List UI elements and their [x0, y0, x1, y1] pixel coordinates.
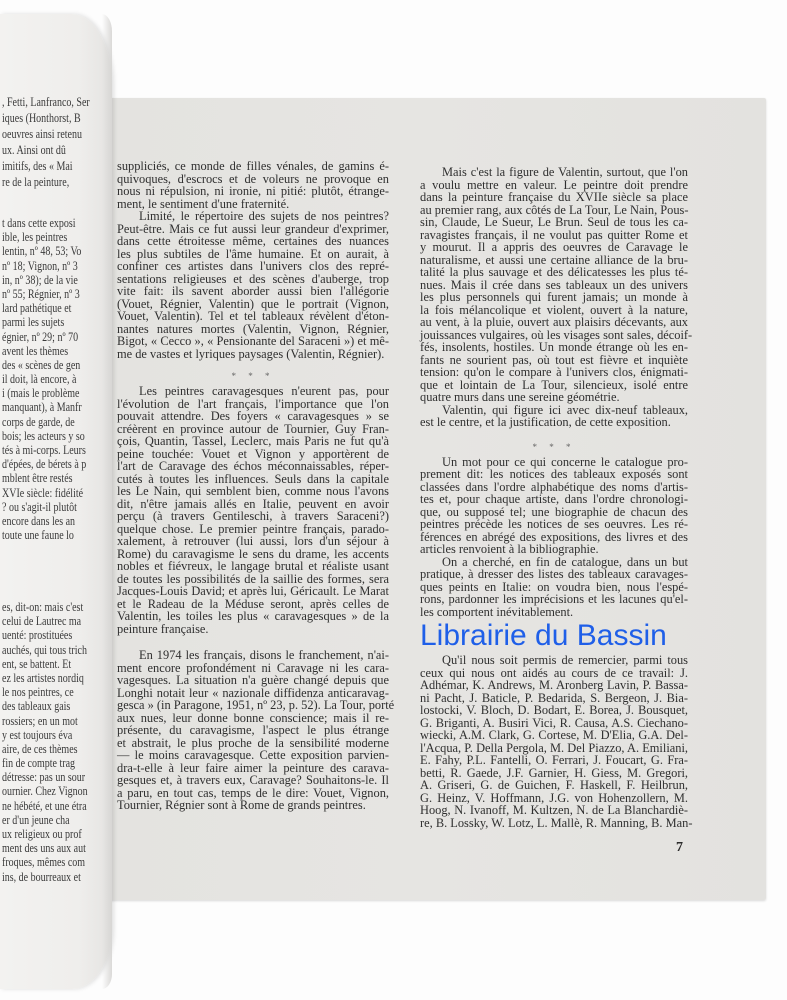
left-page-line: , Fetti, Lanfranco, Ser [2, 95, 90, 109]
text-line: pratique, à dresser des listes des tableaux caravages- [420, 567, 688, 581]
text-line: dit, n'être jamais allés en Italie, peuvent en avoir [117, 496, 389, 511]
text-line: ques peints en Italie: on voudra bien, nous l'espé- [420, 579, 688, 594]
text-line: peine touchée: Vouet et Vignon y apportèrent de [117, 446, 389, 461]
left-page-line: aire, de ces thèmes [2, 741, 78, 756]
left-page-line: celui de Lautrec ma [2, 614, 82, 629]
text-line: pouvait attendre. Des foyers « caravagesques » se [117, 409, 389, 423]
text-line: On a cherché, en fin de catalogue, dans un but [442, 554, 688, 569]
text-line: naturalisme, et aussi une certaine alliance de la bru- [420, 252, 688, 267]
paragraph [420, 556, 688, 619]
left-page-line: ible, les peintres [2, 230, 68, 245]
text-line: ment encore profondément ni Caravage ni les cara- [117, 660, 389, 675]
paragraph [420, 456, 688, 556]
text-line: vite fait: ils savent aborder aussi bien l'allégorie [117, 284, 389, 298]
text-line: la fois mélancolique et violent, ouvert à la nature, [420, 302, 688, 317]
paragraph [117, 160, 389, 210]
text-line: Un mot pour ce qui concerne le catalogue pro- [442, 454, 688, 469]
left-page-line: nº 55; Régnier, nº 3 [2, 286, 80, 301]
left-page-line: tés à mi-corps. Leurs [2, 443, 86, 457]
text-line: wiecki, A.M. Clark, G. Cortese, M. D'Elia, G.A. Del- [420, 728, 688, 742]
text-line: G. Briganti, A. Busiri Vici, R. Causa, A.S. Ciechano- [420, 715, 688, 730]
text-line: betti, R. Gaede, J.F. Garnier, H. Giess, M. Gregori, [420, 765, 688, 780]
text-line: Jacques-Louis David; et après lui, Géricault. Le Marat [117, 584, 389, 598]
left-page-line: t dans cette exposi [2, 216, 76, 230]
left-page-line: détresse: pas un sour [2, 770, 86, 785]
text-line: est le centre, et la justification, de cette exposition. [420, 415, 671, 429]
text-line: Peut-être. Mais ce fut aussi leur grandeur d'exprimer, [117, 221, 389, 236]
text-line: tension: qu'on le compare à l'univers clos, énigmati- [420, 365, 688, 379]
left-page-line: re de la peinture, [2, 175, 70, 189]
text-column-right [420, 165, 693, 830]
text-line: nues. Mais il crée dans ses tableaux un des univers [420, 277, 688, 292]
text-line: quivoques, d'escrocs et de voleurs ne provoque en [117, 171, 389, 186]
text-line: que et lointain de La Tour, silencieux, isolé entre [420, 377, 688, 392]
text-line: rons, pardonner les imprécisions et les lacunes qu'el- [420, 592, 688, 606]
text-line: classées dans l'ordre alphabétique des noms d'artis- [420, 479, 688, 494]
left-page-line: ment des uns aux aut [2, 841, 86, 856]
text-line: xalement, à retrouver (lui aussi, lors d'un séjour à [117, 534, 389, 548]
text-line: y mourut. Il a appris des oeuvres de Caravage le [420, 240, 688, 254]
left-page-line: lard pathétique et [2, 301, 72, 316]
left-page-line: auchés, qui tous trich [2, 642, 87, 657]
paragraph [420, 653, 693, 830]
left-page-line: mblent être restés [2, 471, 73, 486]
paragraph [420, 165, 693, 404]
section-separator: * * * [231, 371, 275, 381]
text-line: dra-t-elle à leur faire aimer la peinture des carava- [117, 760, 389, 775]
left-page-line: ez les artistes nordiq [2, 670, 84, 685]
text-line: les plus subtiles de l'âme humaine. Et on aurait, à [117, 246, 389, 261]
left-page-text-block [2, 216, 86, 542]
text-line: Les peintres caravagesques n'eurent pas, pour [139, 384, 389, 398]
text-line: présente, du caravagisme, l'aspect le plus étrange [117, 723, 389, 737]
text-line: En 1974 les français, disons le franchement, n'ai- [139, 648, 389, 662]
text-line: re, B. Lossky, W. Lotz, L. Mallè, R. Manning, B. Man- [420, 815, 693, 830]
text-line: de toutes les possibilités de la saillie des formes, sera [117, 571, 389, 586]
left-page-line: y est toujours éva [2, 727, 73, 742]
left-page-line: ux religieux ou prof [2, 827, 82, 841]
text-line: a paru, en tout cas, temps de le dire: Vouet, Vignon, [117, 785, 389, 800]
left-page-line: encore dans les an [2, 513, 76, 528]
text-line: ceux qui nous ont aidés au cours de ce travail: J. [420, 665, 688, 680]
left-page-line: imitifs, des « Mai [2, 159, 73, 173]
left-page-text-block [2, 94, 90, 190]
paragraph [117, 210, 389, 360]
left-page-line: in, nº 38); de la vie [2, 272, 78, 287]
text-line: fants ne sourient pas, où tout est fièvre et inquiète [420, 352, 688, 367]
text-line: (Vouet, Régnier, Valentin) que le portrait (Vignon, [117, 296, 389, 311]
text-line: dans cette étroitesse même, certaines des nuances [117, 234, 389, 248]
text-line: Bigot, « Cecco », « Pensionante del Saraceni ») et mê- [117, 334, 389, 348]
text-line: que, ou supposé tel; une biographie de chacun des [420, 504, 688, 519]
left-page-line: toute une faune lo [2, 528, 74, 543]
text-line: me de vastes et lyriques paysages (Valentin, Régnier). [117, 346, 385, 361]
text-line: quatre murs dans une sereine géométrie. [420, 390, 620, 404]
left-page-line: d'épées, de bérets à p [2, 457, 87, 472]
section-separator: * * * [532, 441, 576, 452]
left-page-line: oeuvres ainsi retenu [2, 127, 82, 141]
left-page-line: ne hébété, et une étra [2, 798, 87, 813]
text-line: Valentin, les toiles les plus « caravagesques » de la [117, 609, 389, 623]
left-page-line: es, dit-on: mais c'est [2, 600, 84, 614]
text-line: Limité, le répertoire des sujets de nos peintres? [139, 209, 389, 223]
watermark: Librairie du Bassin [420, 619, 667, 652]
left-page-line: uenté: prostituées [2, 628, 73, 643]
text-line: nantes natures mortes (Valentin, Vignon, Régnier, [117, 321, 389, 336]
text-line: dans la peinture française du XVIIe siècle sa place [420, 190, 688, 204]
left-page-line: froques, mêmes com [2, 855, 86, 870]
text-line: Vouet, Valentin). Tel et tel tableaux révèlent d'éton- [117, 309, 389, 323]
text-line: tes et, pour chaque artiste, dans l'ordre chronologi- [420, 492, 688, 506]
text-line: créèrent en province autour de Tournier, Guy Fran- [117, 421, 389, 436]
text-line: peinture française. [117, 621, 209, 636]
text-line: a voulu mettre en valeur. Le peintre doit prendre [420, 177, 688, 192]
text-line: ni Pacht, J. Baticle, P. Bedarida, S. Bergeon, J. Bia- [420, 690, 688, 705]
text-line: gesca » (in Paragone, 1951, nº 23, p. 52). La Tour, porté [117, 698, 395, 712]
left-page-line: ent, se battent. Et [2, 656, 72, 671]
left-page-line: ins, de bourreaux et [2, 869, 81, 884]
text-line: Qu'il nous soit permis de remercier, parmi tous [442, 653, 688, 667]
left-page-line: lentin, nº 48, 53; Vo [2, 244, 82, 259]
text-line: A. Griseri, G. de Guichen, F. Haskell, F. Heilbrun, [420, 778, 688, 792]
text-line: ravagistes français, il ne voulut pas quitter Rome et [420, 227, 688, 242]
text-line: sentations religieuses et des scènes d'auberge, trop [117, 271, 389, 286]
text-line: au vent, à la pluie, ouvert aux plaisirs décevants, aux [420, 315, 688, 329]
text-line: gesques et, à travers eux, Caravage? Souhaitons-le. Il [117, 773, 389, 787]
text-line: au premier rang, aux côtés de La Tour, Le Nain, Pous- [420, 202, 689, 217]
left-page-line: er d'un jeune cha [2, 812, 70, 827]
left-page-line: parmi les sujets [2, 315, 65, 330]
left-page-line: le nos peintres, ce [2, 685, 74, 700]
text-line: G. Heinz, V. Hoffmann, J.G. von Hohenzollern, M. [420, 790, 688, 805]
text-line: Tournier, Régnier sont à Rome de grands peintres. [117, 798, 366, 812]
left-page-line: égnier, nº 29; nº 70 [2, 329, 79, 344]
left-page [0, 14, 112, 989]
text-line: confiner ces artistes dans l'univers clos des repré- [117, 259, 389, 273]
text-line: aux nues, leur donne bonne conscience; mais il re- [117, 710, 389, 725]
text-line: et le Radeau de la Méduse seront, après celles de [117, 596, 389, 611]
text-line: perçu (à travers Gentileschi, à travers Saraceni?) [117, 509, 389, 523]
text-line: quelque chose. Le premier peintre français, parado- [117, 521, 389, 536]
left-page-line: XVIe siècle: fidélité [2, 485, 84, 500]
paragraph [117, 385, 389, 635]
paragraph [420, 404, 688, 429]
left-page-line: corps de garde, de [2, 414, 75, 429]
left-page-line: rossiers; en un mot [2, 713, 78, 728]
text-line: Adhémar, K. Andrews, M. Aronberg Lavin, P. Bassa- [420, 678, 688, 692]
text-line: E. Fahy, P.L. Fantelli, O. Ferrari, J. Foucart, G. Fra- [420, 753, 688, 767]
text-line: les comportent inévitablement. [420, 604, 574, 619]
text-line: cutés à toutes les influences. Seuls dans la capitale [117, 471, 389, 486]
left-page-line: bois; les acteurs y so [2, 428, 85, 443]
text-line: Longhi notait leur « nazionale diffidenza anticaravag- [117, 685, 389, 700]
text-line: prement dit: les notices des tableaux exposés sont [420, 467, 688, 481]
text-line: l'Acqua, P. Della Pergola, M. Del Piazzo, A. Emiliani, [420, 740, 688, 755]
left-page-line: des tableaux gais [2, 699, 71, 714]
text-line: ment, le sentiment d'une fraternité. [117, 196, 290, 211]
left-page-line: ux. Ainsi ont dû [2, 143, 66, 157]
text-line: fés, insolents, hostiles. Un monde étrange où les en- [420, 340, 688, 354]
left-page-line: ? ou s'agit-il plutôt [2, 499, 77, 514]
text-line: çois, Quantin, Tassel, Leclerc, mais Paris ne fut qu'à [117, 434, 389, 448]
text-line: — le moins caravagesque. Cette exposition parvien- [117, 748, 389, 762]
text-line: articles renvoient à la bibliographie. [420, 542, 599, 556]
left-page-line: fin de compte trag [2, 756, 76, 771]
text-line: les Le Nain, qui semblent bien, comme nous l'avons [117, 484, 389, 498]
left-page-line: i (mais le problème [2, 386, 80, 401]
text-line: Hoog, N. Ivanoff, M. Kultzen, N. de La Blanchardiè- [420, 803, 688, 817]
left-page-line: avent les thèmes [2, 343, 69, 358]
left-page-line: manquant), à Manfr [2, 400, 82, 415]
text-line: talité la plus sauvage et des délicatesses les plus té- [420, 265, 688, 279]
text-line: l'évolution de l'art français, l'importance que l'on [117, 396, 389, 411]
text-line: lostocki, V. Bloch, D. Bodart, E. Borea, J. Bousquet, [420, 703, 688, 717]
text-line: vagesques. La situation n'a guère changé depuis que [117, 673, 389, 687]
text-line: nous ni répulsion, ni ironie, ni pitié: plutôt, étrange- [117, 184, 389, 198]
text-line: sin, Claude, Le Sueur, Le Brun. Seul de tous les ca- [420, 215, 688, 229]
page-number: 7 [676, 840, 683, 855]
text-line: les plus personnels qui furent jamais; un monde à [420, 290, 688, 304]
text-line: Valentin, qui figure ici avec dix-neuf tableaux, [442, 402, 688, 417]
left-page-line: iques (Honthorst, B [2, 111, 81, 125]
text-line: Rome) du caravagisme le sens du drame, les accents [117, 546, 389, 561]
text-line: peintres précède les notices de ses oeuvres. Les ré- [420, 517, 688, 531]
text-line: suppliciés, ce monde de filles vénales, de gamins é- [117, 159, 389, 173]
text-line: Mais c'est la figure de Valentin, surtout, que l'on [442, 165, 688, 179]
text-line: jouissances vulgaires, où les visages sont sales, décoif- [420, 327, 693, 342]
left-page-text-block [2, 600, 88, 884]
text-column-left [117, 159, 395, 812]
left-page-line: nº 18; Vignon, nº 3 [2, 258, 78, 273]
text-line: nobles et fiévreux, le langage brutal et réaliste usant [117, 559, 389, 573]
left-page-line: des « scènes de gen [2, 357, 81, 372]
left-page-line: ournier. Chez Vignon [2, 784, 88, 799]
left-page-line: il doit, là encore, à [2, 372, 77, 387]
page-curve-shadow [102, 14, 112, 989]
text-line: férences en abrégé des expositions, des livres et des [420, 529, 688, 544]
paragraph [117, 648, 395, 812]
text-line: l'art de Caravage des échos méconnaissables, réper- [117, 459, 389, 473]
text-line: et abstrait, le plus proche de la sensibilité moderne [117, 735, 389, 750]
